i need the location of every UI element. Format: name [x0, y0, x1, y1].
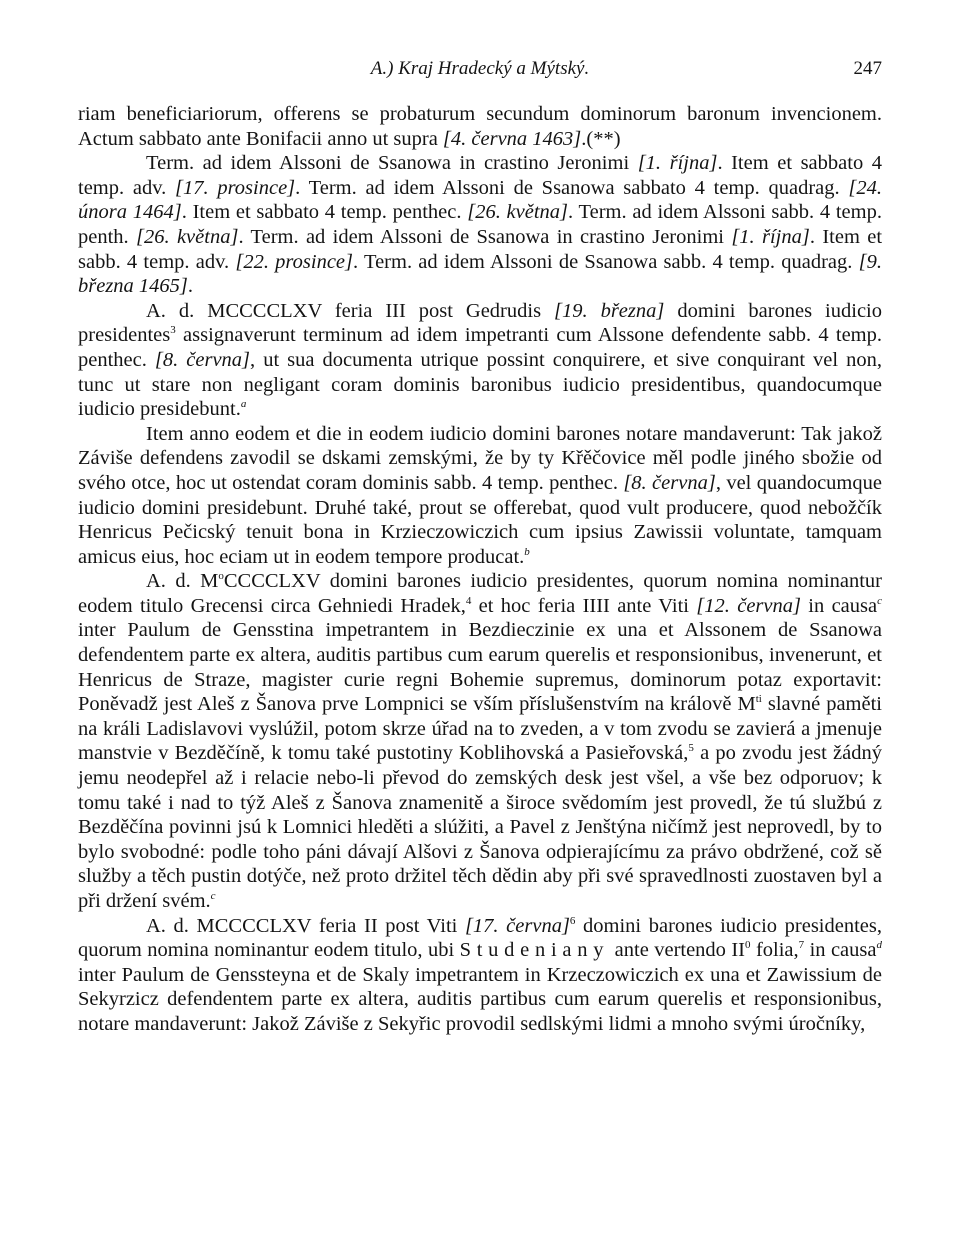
text-run: folia, [750, 939, 799, 962]
footnote-marker: 0 [745, 939, 751, 952]
text-run: riam beneficiariorum, offerens se probaturum secundum dominorum baronum invencionem. Actum sabbato ante Bonifacii anno ut supra [78, 103, 882, 150]
footnote-marker: o [218, 570, 224, 583]
text-run: ante vertendo II [609, 939, 746, 962]
footnote-marker: 3 [170, 324, 176, 337]
text-run: . Term. ad idem Alssoni de Ssanowa sabbato 4 temp. quadrag. [295, 176, 849, 199]
footnote-marker: c [210, 890, 216, 903]
paragraph [78, 422, 882, 570]
footnote-marker: c [877, 595, 882, 608]
text-run: in causa [800, 594, 878, 617]
text-run: A. d. MCCCCLXV feria II post Viti [146, 914, 465, 937]
running-title: A.) Kraj Hradecký a Mýtský. [370, 58, 590, 79]
text-run: Item anno eodem et die in eodem iudicio domini barones notare mandaverunt: Tak jakož Záviše defendens zavodil se dskami zemskými, že by ty Křěčovice měl podle jiného sbožie od svého otce, hoc ut ostendat coram dominis sabb. 4 temp. penthec. [78, 422, 882, 494]
text-run: inter Paulum de Genssteyna et de Skaly impetrantem in Krzeczowiczich ex una et Zawissium de Sekyrzicz defendentem parte ex altera, auditis partibus cum earum querelis et responsionibus, notare mandaverunt: Jakož Záviše z Sekyřic provodil sedlskými lidmi a mnoho svými úročníky, [78, 963, 882, 1035]
footnote-marker: 5 [688, 742, 694, 755]
footnote-marker: 6 [569, 914, 576, 927]
footnote-marker: 4 [465, 595, 472, 608]
editorial-date: [24. února 1464] [78, 176, 882, 224]
text-run: . Term. ad idem Alssoni de Ssanowa sabb. 4 temp. quadrag. [353, 250, 859, 273]
text-run: slavné paměti na králi Ladislavovi vyslúžil, potom skrze úřad na to zveden, a v tom zvodu se zavierá a jmenuje manstvie v Bezděčíně, k tomu také pustotiny Koblihovská a Pasieřovská, [78, 693, 882, 765]
footnote-marker: ti [755, 693, 762, 706]
footnote-marker: b [524, 545, 530, 558]
text-run: inter Paulum de Gensstina impetrantem in Bezdieczinie ex una et Alssonem de Ssanowa defendentem parte ex altera, auditis partibus cum earum querelis et responsionibus, invenerunt, et Henricus de Straze, magister curie regni Bohemie supremus, dominorum potaz exportavit: Poněvadž jest Aleš z Šanova prve Lompnici se vším příslušenstvím na králově M [78, 619, 882, 716]
text-run: A. d. M [146, 570, 219, 593]
editorial-date: [22. prosince] [235, 250, 354, 273]
text-run: .(**) [581, 127, 621, 150]
editorial-date: [17. prosince] [175, 176, 296, 199]
text-run: , vel quandocumque iudicio domini presidebunt. Druhé také, prout se offerebat, quod vult producere, quod nebožčík Henricus Pečicský tenuit bona in Krzieczowiczich cum ipsius Zawissii voluntate, tamquam amicus eius, hoc eciam ut in eodem tempore producat. [78, 471, 882, 568]
paragraph [78, 151, 882, 299]
paragraph [78, 299, 882, 422]
text-run: et hoc feria IIII ante Viti [471, 594, 697, 617]
page-number: 247 [853, 58, 882, 79]
running-header [78, 58, 882, 88]
footnote-marker: 7 [798, 939, 805, 952]
editorial-date: [12. června] [696, 594, 801, 617]
spaced-name: Studeniany [459, 939, 610, 962]
text-run: in causa [804, 939, 877, 962]
editorial-date: [8. června] [154, 348, 251, 371]
text-run: A. d. MCCCCLXV feria III post Gedrudis [146, 299, 555, 322]
editorial-date: [4. června 1463] [442, 127, 582, 150]
paragraph [78, 569, 882, 913]
editorial-date: [26. května] [136, 225, 239, 248]
footnote-marker: d [876, 939, 882, 952]
text-run: . Term. ad idem Alssoni sabb. 4 temp. penth. [78, 201, 882, 248]
editorial-date: [9. března 1465] [78, 250, 882, 298]
editorial-date: [26. května] [467, 201, 569, 224]
body-text [78, 102, 882, 1037]
text-run: assignaverunt terminum ad idem impetranti cum Alssone defendente sabb. 4 temp. penthec. [78, 324, 882, 371]
editorial-date: [17. června] [464, 914, 570, 937]
text-run: domini barones iudicio presidentes [78, 299, 882, 347]
editorial-date: [8. června] [623, 471, 716, 494]
paragraph [78, 914, 882, 1037]
text-run: . Item et sabbato 4 temp. adv. [78, 152, 882, 199]
text-run: a po zvodu jest žádný jemu neodepřel až i relacie nebo-li převod do zemských desk jest všel, a vše bez odporuov; k tomu také i nad to týž Aleš z Šanova znamenitě a široce svědomím jest provedl, že tú službú z Bezděčína povinni jsú k Lomnici hleděti a slúžiti, a Pavel z Jenštýna ničímž jest neprovedl, by to bylo svobodné: podle toho páni dávají Alšovi z Šanova odpierajícímu za právo obdržené, což sě služby a těch pustin dotýče, než proto držitel těch dědin aby při své spravedlnosti zuostaven byl a při držení svém. [78, 742, 882, 912]
editorial-date: [1. října] [637, 152, 718, 175]
text-run: . [187, 275, 194, 298]
text-run: . Item et sabb. 4 temp. adv. [78, 225, 883, 273]
editorial-date: [1. října] [731, 225, 810, 248]
text-run: domini barones iudicio presidentes, quorum nomina nominantur eodem titulo, ubi [78, 914, 882, 962]
paragraph [78, 102, 882, 151]
text-run: CCCCLXV domini barones iudicio presidentes, quorum nomina nominantur eodem titulo Grecensi circa Gehniedi Hradek, [78, 570, 882, 617]
editorial-date: [19. března] [554, 299, 665, 322]
text-run: , ut sua documenta utrique possint conquirere, et sive conquirant vel non, tunc ut stare non negligant coram dominis baronibus iudicio presidentibus, quandocumque iudicio presidebunt. [78, 348, 883, 421]
text-run: . Item et sabbato 4 temp. penthec. [181, 201, 468, 224]
footnote-marker: a [240, 398, 247, 411]
text-run: Term. ad idem Alssoni de Ssanowa in crastino Jeronimi [146, 152, 638, 175]
text-run: . Term. ad idem Alssoni de Ssanowa in crastino Jeronimi [238, 225, 732, 248]
